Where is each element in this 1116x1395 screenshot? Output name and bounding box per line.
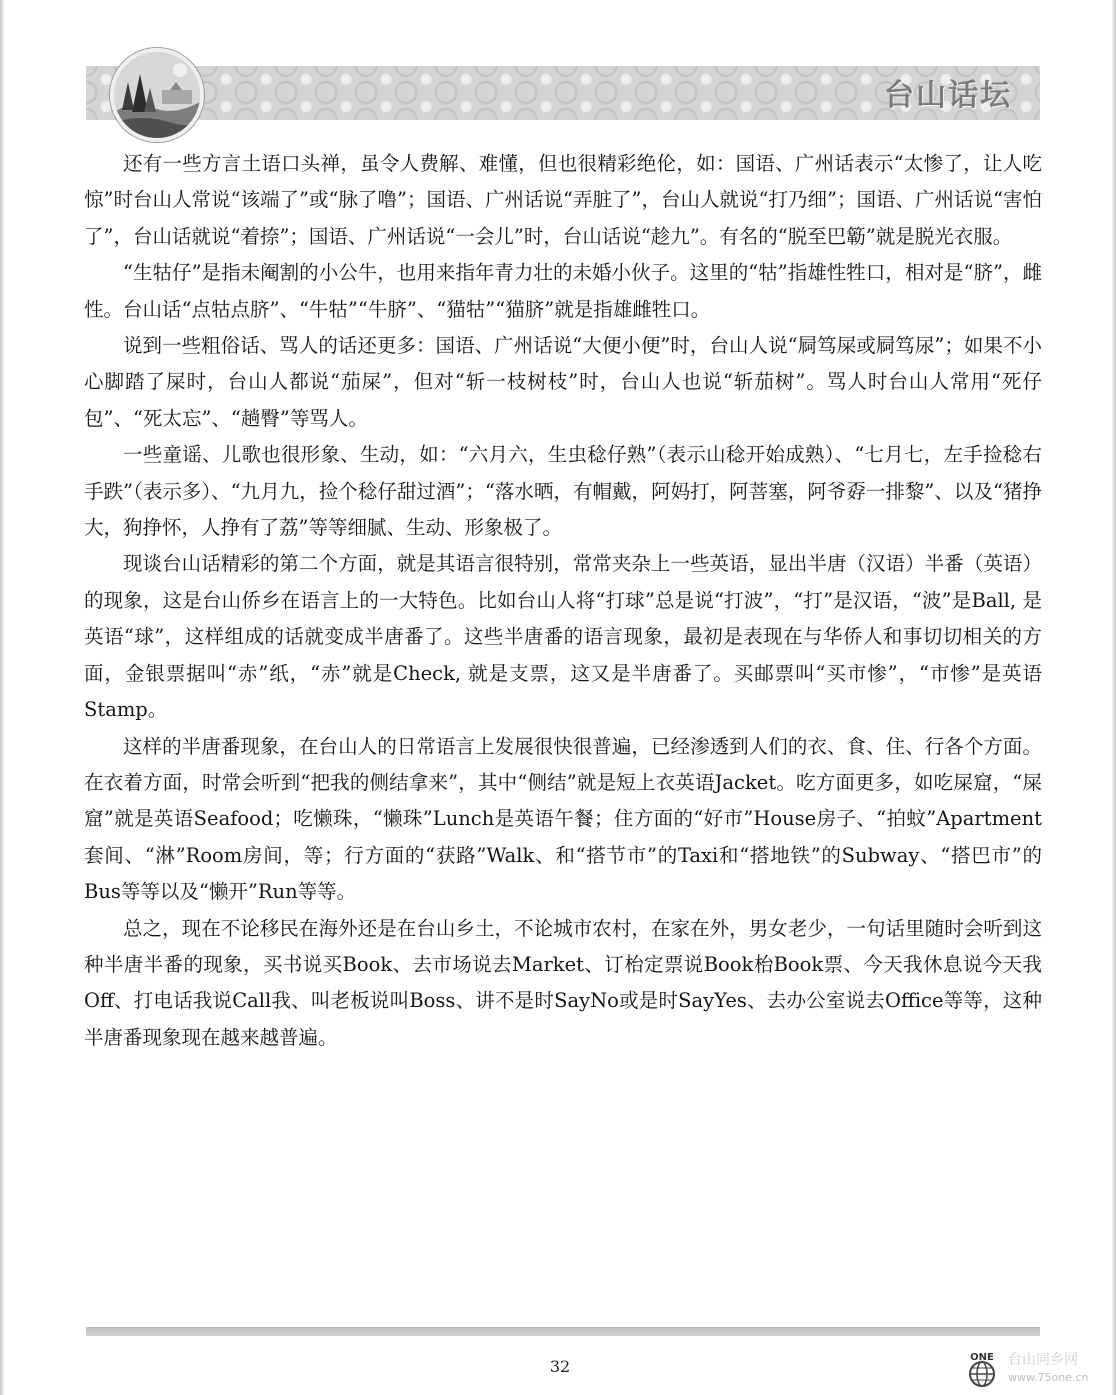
paragraph: 说到一些粗俗话、骂人的话还更多：国语、广州话说“大便小便”时，台山人说“屙笃屎或屙笃尿”；如果不小心脚踏了屎时，台山人都说“茄屎”，但对“斩一枝树枝”时，台山人也说“斩茄树”。骂人时台山人常用“死仔包”、“死太忘”、“趟臀”等骂人。 <box>84 334 1042 430</box>
globe-logo-icon <box>960 1350 1004 1388</box>
article-body <box>84 146 1042 1056</box>
header-title: 台山话坛 <box>884 78 1012 113</box>
paragraph: 一些童谣、儿歌也很形象、生动，如：“六月六，生虫稔仔熟”（表示山稔开始成熟）、“七月七，左手捡稔右手跌”（表示多）、“九月九，捡个稔仔甜过酒”；“落水晒，有帽戴，阿妈打，阿菩塞，阿爷孬一排黎”、以及“猪挣大，狗挣怀，人挣有了荔”等等细腻、生动、形象极了。 <box>84 443 1042 540</box>
landscape-emblem-icon <box>110 48 204 142</box>
paragraph: 总之，现在不论移民在海外还是在台山乡土，不论城市农村，在家在外，男女老少，一句话里随时会听到这种半唐半番的现象，买书说买Book、去市场说去Market、订枱定票说Book枱Book票、今天我休息说今天我Off、打电话我说Call我、叫老板说叫Boss、讲不是时SayNo或是时SayYes、去办公室说去Office等等，这种半唐番现象现在越来越普遍。 <box>84 916 1042 1049</box>
site-watermark <box>958 1348 1114 1390</box>
footer-divider <box>86 1327 1040 1336</box>
watermark-logo-text: ONE <box>970 1352 994 1363</box>
watermark-site-name: 台山同乡网 <box>1008 1352 1078 1368</box>
page-edge-shadow-left <box>0 0 4 1395</box>
paragraph: “生牯仔”是指未阉割的小公牛，也用来指年青力壮的未婚小伙子。这里的“牯”指雄性牲口，相对是“脐”，雌性。台山话“点牯点脐”、“牛牯”“牛脐”、“猫牯”“猫脐”就是指雄雌牲口。 <box>84 261 1042 321</box>
page-number: 32 <box>549 1357 571 1376</box>
paragraph: 还有一些方言土语口头禅，虽令人费解、难懂，但也很精彩绝伦，如：国语、广州话表示“太惨了，让人吃惊”时台山人常说“该端了”或“脉了噜”；国语、广州话说“弄脏了”，台山人就说“打乃细”；国语、广州话说“害怕了”，台山话就说“着捺”；国语、广州话说“一会儿”时，台山话说“趁九”。有名的“脱至巴簕”就是脱光衣服。 <box>84 152 1042 248</box>
page-edge-shadow-right <box>1112 0 1116 1395</box>
watermark-url: www.75one.cn <box>1008 1371 1089 1384</box>
paragraph: 现谈台山话精彩的第二个方面，就是其语言很特别，常常夹杂上一些英语，显出半唐（汉语）半番（英语）的现象，这是台山侨乡在语言上的一大特色。比如台山人将“打球”总是说“打波”，“打”是汉语，“波”是Ball, 是英语“球”，这样组成的话就变成半唐番了。这些半唐番的语言现象，最初是表现在与华侨人和事切切相关的方面，金银票据叫“赤”纸，“赤”就是Check, 就是支票，这又是半唐番了。买邮票叫“买市惨”，“市惨”是英语Stamp。 <box>84 552 1042 722</box>
paragraph: 这样的半唐番现象，在台山人的日常语言上发展很快很普遍，已经渗透到人们的衣、食、住、行各个方面。在衣着方面，时常会听到“把我的侧结拿来”，其中“侧结”就是短上衣英语Jacket。吃方面更多，如吃屎窟，“屎窟”就是英语Seafood；吃懒珠，“懒珠”Lunch是英语午餐；住方面的“好市”House房子、“拍蚊”Apartment套间、“淋”Room房间，等；行方面的“获路”Walk、和“搭节市”的Taxi和“搭地铁”的Subway、“搭巴市”的Bus等等以及“懒开”Run等等。 <box>84 734 1042 904</box>
landscape-emblem-drawing <box>114 52 200 138</box>
